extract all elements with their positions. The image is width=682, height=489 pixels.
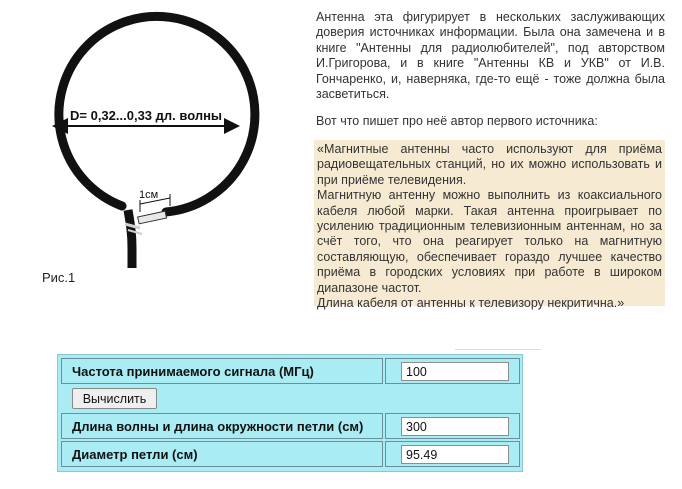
frequency-label: Частота принимаемого сигнала (МГц)	[72, 363, 314, 379]
divider	[455, 349, 541, 350]
quote-paragraph: Длина кабеля от антенны к телевизору некритична.»	[317, 296, 625, 311]
intro-paragraph: Антенна эта фигурирует в нескольких заслуживающих доверия источниках информации. Была она замечена и в книге "Антенны для радиолюбителей", под авторством И.Григорова, и в книге "Антенны КВ и УКВ" от И.В. Гончаренко, и, наверняка, где-то ещё - тоже должна была засветиться.	[316, 10, 665, 102]
wavelength-output[interactable]	[401, 417, 509, 436]
diameter-label-text: Диаметр петли (см)	[72, 446, 198, 462]
quote-paragraph: «Магнитные антенны часто используют для приёма радиовещательных станций, но их можно использовать и при приёме телевидения.	[317, 142, 662, 187]
diameter-label: D= 0,32...0,33 дл. волны	[70, 108, 223, 123]
quote-paragraph: Магнитную антенну можно выполнить из коаксиального кабеля любой марки. Такая антенна проигрывает по усилению традиционным телевизионным антеннам, но за счёт того, что она реагирует только на магнитную составляющую, обеспечивает гораздо лучшее качество приёма в городских условиях при работе в широком диапазоне частот.	[317, 188, 662, 295]
frequency-label-cell	[61, 358, 383, 384]
antenna-loop-figure	[0, 0, 300, 300]
lead-paragraph: Вот что пишет про неё автор первого источника:	[316, 114, 598, 128]
frequency-input[interactable]	[401, 362, 509, 381]
diameter-label-cell	[61, 441, 383, 467]
wavelength-label-cell	[61, 413, 383, 439]
quote-block	[314, 140, 665, 311]
frequency-input-cell	[385, 358, 520, 384]
calculate-button[interactable]: Вычислить	[72, 388, 157, 409]
wavelength-output-cell	[385, 413, 520, 439]
diameter-output-cell	[385, 441, 520, 467]
loop-calculator	[57, 354, 523, 472]
wavelength-label: Длина волны и длина окружности петли (см)	[72, 418, 364, 434]
loop-ring	[59, 16, 255, 268]
gap-label: 1см	[139, 189, 159, 201]
diameter-output[interactable]	[401, 445, 509, 464]
figure-caption: Рис.1	[42, 270, 76, 285]
